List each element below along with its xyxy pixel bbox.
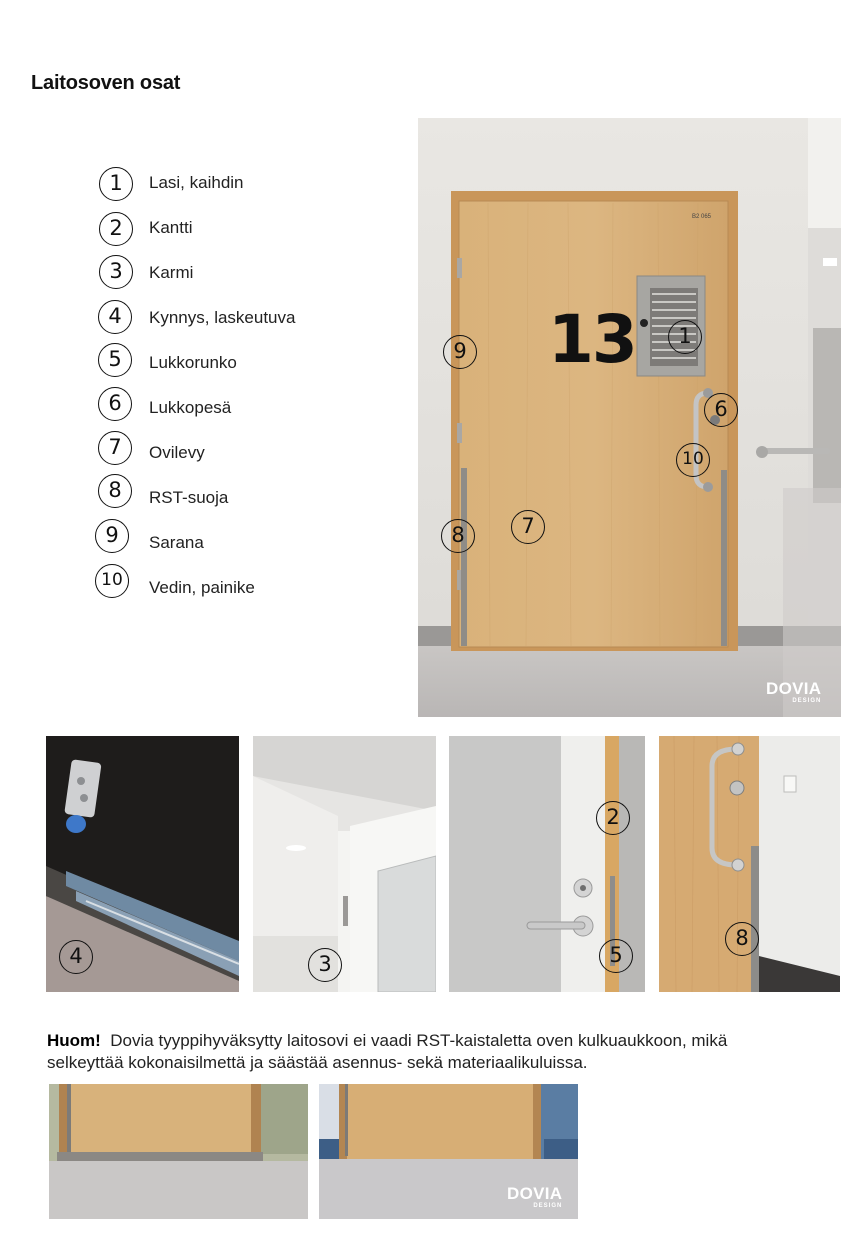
note-bold: Huom! (47, 1031, 101, 1050)
legend-number: 2 (99, 212, 133, 246)
legend-number: 5 (98, 343, 132, 377)
legend-label: Vedin, painike (149, 578, 255, 597)
marker-vedin: 10 (676, 443, 710, 477)
legend-label: Sarana (149, 533, 204, 552)
detail-photo-handle (659, 736, 840, 992)
legend-number: 4 (98, 300, 132, 334)
main-door-photo (418, 118, 841, 717)
legend-item (94, 435, 354, 475)
marker-ovilevy: 7 (511, 510, 545, 544)
marker-lukkopesa: 6 (704, 393, 738, 427)
legend-label: Lukkopesä (149, 398, 232, 417)
marker-rst-suoja-detail: 8 (725, 922, 759, 956)
marker-lukkorunko: 5 (599, 939, 633, 973)
legend-label: Lukkorunko (149, 353, 237, 372)
detail-photo-frame (253, 736, 436, 992)
marker-sarana: 9 (443, 335, 477, 369)
legend-item (94, 480, 354, 520)
marker-rst-suoja: 8 (441, 519, 475, 553)
bottom-photo-without-strip (319, 1084, 578, 1219)
legend-number: 6 (98, 387, 132, 421)
legend-number: 8 (98, 474, 132, 508)
bottom-photo-with-strip (49, 1084, 308, 1219)
legend-number: 3 (99, 255, 133, 289)
dovia-logo (766, 680, 821, 704)
legend-label: Karmi (149, 263, 194, 282)
legend-item (94, 210, 354, 250)
note-paragraph (47, 1030, 767, 1074)
note-text: Dovia tyyppihyväksytty laitosovi ei vaadi RST-kaistaletta oven kulkuaukkoon, mikä selkeyttää kokonaisilmettä ja säästää asennus- sekä materiaalikuluissa. (47, 1031, 728, 1072)
legend-number: 9 (95, 519, 129, 553)
page-title: Laitosoven osat (31, 72, 181, 94)
bottom-door-illustration-1 (49, 1084, 308, 1219)
door-code: B2 065 (692, 214, 712, 220)
legend-item (94, 165, 354, 205)
logo-main: DOVIA (507, 1184, 563, 1203)
legend-label: Kantti (149, 218, 193, 237)
marker-karmi: 3 (308, 948, 342, 982)
logo-sub: DESIGN (533, 1203, 563, 1209)
legend-label: Ovilevy (149, 443, 205, 462)
legend-number: 1 (99, 167, 133, 201)
door-illustration (418, 118, 841, 717)
legend-item (94, 525, 354, 565)
logo-main: DOVIA (766, 679, 822, 698)
dovia-logo-bottom (507, 1185, 562, 1209)
legend-item (94, 255, 354, 295)
detail-photo-lock (449, 736, 645, 992)
marker-kantti: 2 (596, 801, 630, 835)
door-number: 13 (548, 301, 636, 378)
legend-item (94, 570, 354, 610)
legend-label: RST-suoja (149, 488, 229, 507)
legend-item (94, 345, 354, 385)
frame-illustration (253, 736, 436, 992)
legend-item (94, 300, 354, 340)
marker-kynnys: 4 (59, 940, 93, 974)
detail-photo-threshold (46, 736, 239, 992)
marker-lasi: 1 (668, 320, 702, 354)
legend-item (94, 390, 354, 430)
legend-label: Kynnys, laskeutuva (149, 308, 296, 327)
legend-number: 7 (98, 431, 132, 465)
logo-sub: DESIGN (792, 698, 822, 704)
legend-number: 10 (95, 564, 129, 598)
legend-label: Lasi, kaihdin (149, 173, 244, 192)
